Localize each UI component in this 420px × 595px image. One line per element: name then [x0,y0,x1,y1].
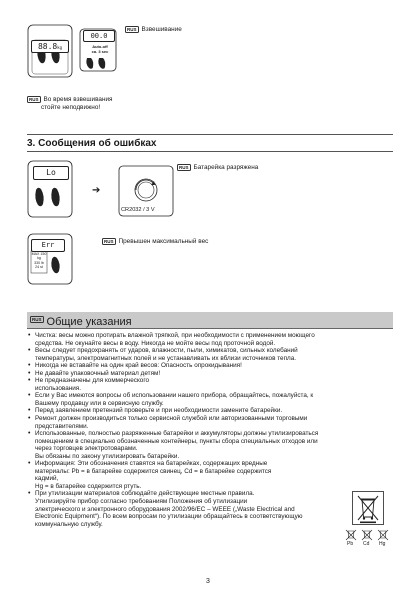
rule-item [27,415,393,430]
low-battery-caption-text: Батарейка разряжена [193,164,259,172]
overload-max-line-2: 330 lb [34,260,44,265]
general-section-header [27,312,393,329]
rule-line: представителями. [35,422,89,430]
rule-line: Не давайте упаковочный материал детям! [35,369,161,377]
hg-label: Hg [379,541,386,547]
weighing-caption [125,26,182,34]
general-section-title: Общие указания [46,316,132,328]
rule-line: Никогда не вставайте на один край весов: Опасность опрокидывания! [35,362,242,370]
rule-item [27,392,393,407]
overload-display [31,239,65,252]
lang-tag: RUS [179,165,189,170]
section-rule [27,134,393,135]
rule-line: электрического и электронного оборудования 2002/96/EC – WEEE („Waste Electrical and [35,505,295,513]
hazardous-batteries-icons [344,528,392,548]
rule-line: Перед заявлением претензий проверьте и при необходимости замените батарейки. [35,407,283,415]
section-rule [27,151,393,152]
rule-item [27,332,393,347]
crossed-bin-icon [352,491,384,525]
rule-line: Не предназначены для коммерческого [35,377,150,385]
rule-line: Утилизируйте прибор согласно требованиям Положения об утилизации [35,498,248,506]
arrow-right-icon: ➔ [92,185,101,196]
pb-label: Pb [347,541,354,547]
autooff-display [83,30,115,42]
lang-tag: RUS [29,97,39,102]
autooff-display-digits: 00.0 [90,32,108,40]
rule-line: материалы: Pb = в батарейке содержится свинец, Cd = в батарейке содержится [35,467,272,475]
low-battery-display-text: Lo [46,168,56,177]
weighing-note-line-1: Во время взвешивания [43,96,113,104]
rule-line: При утилизации материалов соблюдайте действующие местные правила. [35,490,255,498]
autooff-note [84,44,116,54]
rule-item [27,490,393,528]
rule-line: коммунальную службу. [35,520,103,528]
rule-item [27,370,393,378]
rule-item [27,362,393,370]
general-rules [27,332,393,528]
autooff-line-1: Auto-off [92,44,108,49]
weighing-note-line-2: стойте неподвижно! [41,104,101,112]
rule-item [27,407,393,415]
rule-line: Вы обязаны по закону утилизировать батарейки. [35,452,180,460]
rules-list [27,332,393,528]
page-number: 3 [206,578,210,585]
rule-item [27,430,393,460]
rule-line: Вашему продавцу или в сервисную службу. [35,399,164,407]
rule-item [27,347,393,362]
rule-item [27,377,393,392]
lang-tag: RUS [32,317,42,323]
rule-line: помещением в специально обозначенные контейнеры, пункты сбора специальных отходов или [35,437,318,445]
overload-max-label [31,252,47,270]
rule-line: Весы следует предохранять от ударов, влажности, пыли, химикатов, сильных колебаний [35,347,298,355]
rule-item [27,460,393,490]
overload-display-text: Err [41,241,55,249]
errors-section-title: 3. Сообщения об ошибках [27,138,157,149]
rule-line: Если у Вас имеются вопросы об использовании нашего прибора, обращайтесь, пожалуйста, к [35,392,314,400]
battery-type-label: CR2032 / 3 V [121,207,155,213]
rule-line: средства. Не окунайте весы в воду. Никогда не мойте весы под проточной водой. [35,339,276,347]
weighing-display-digits: 88.8 [37,42,58,51]
weighing-display [31,40,69,53]
weighing-caption-text: Взвешивание [141,26,182,34]
lang-tag: RUS [127,27,137,32]
overload-caption-text: Превышен максимальный вес [118,238,209,246]
rule-line: через торговцев электротоварами. [35,445,138,453]
autooff-line-2: ca. 3 sec [91,49,109,54]
overload-max-line-1: MAX 150 kg [31,252,47,261]
rule-line: кадмий, [35,475,59,483]
overload-caption [102,238,208,246]
rule-line: Hg = в батарейке содержится ртуть. [35,482,142,490]
rule-line: Чистка: весы можно протирать влажной тряпкой, при необходимости с применением моющего [35,332,315,339]
cd-label: Cd [363,541,370,547]
lang-tag: RUS [104,239,114,244]
rule-line: Информация: Эти обозначения ставятся на батарейках, содержащих вредные [35,460,268,468]
rule-line: Использованные, полностью разряженные батарейки и аккумуляторы должны утилизироваться [35,430,319,438]
rule-line: Electronic Equipment“). По всем вопросам по утилизации обращайтесь в соответствующую [35,513,303,521]
weighing-note [27,96,113,112]
low-battery-caption [177,164,258,172]
rule-line: Ремонт должен производиться только сервисной службой или авторизованными торговыми [35,415,308,423]
rule-line: использования. [35,384,81,392]
weighing-display-unit: kg [57,45,63,50]
low-battery-display [33,166,69,180]
overload-max-line-3: 24 st [35,265,43,270]
rule-line: температуры, электромагнитных полей и не устанавливать их вблизи источников тепла. [35,354,297,362]
